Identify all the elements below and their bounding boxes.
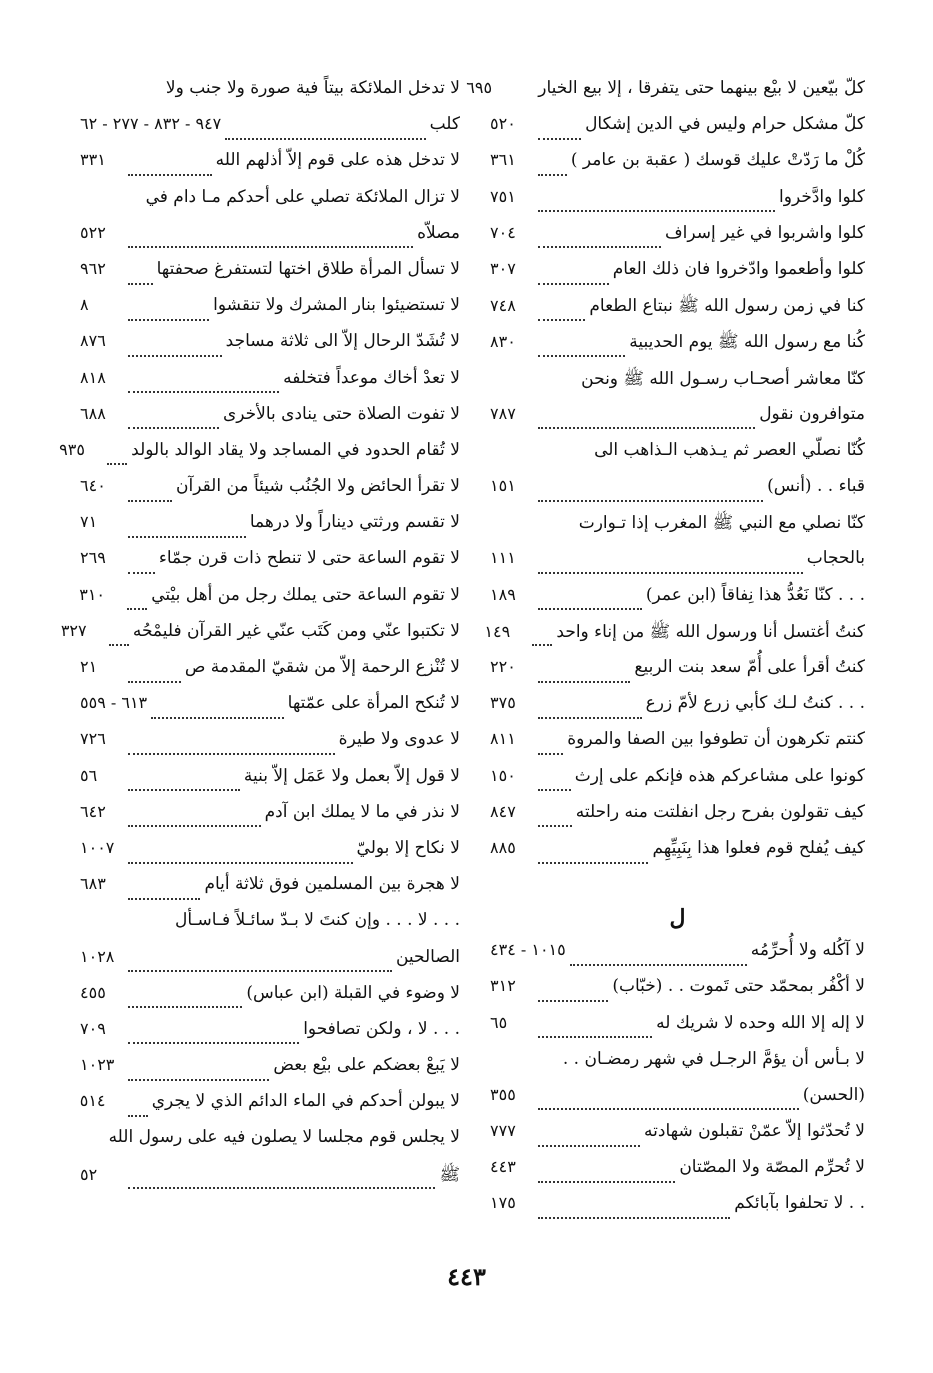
entry-page-number: ٥٦ [80,765,98,785]
index-entry [80,910,460,946]
entry-page-number: ١٥٠ [490,765,516,785]
entry-text: لا تُشَدّ الرحال إلاّ الى ثلاثة مساجد [225,331,460,352]
entry-page-number: ١٥١ [490,476,516,496]
index-entry [80,78,460,114]
leader-dots [538,999,608,1002]
index-entry [490,223,865,259]
entry-page-number: ٦٨٨ [80,403,106,423]
index-entry [490,1121,865,1157]
leader-dots [538,426,755,429]
leader-dots [538,1180,675,1183]
index-entry [490,766,865,802]
entry-text: لا يجلس قوم مجلسا لا يصلون فيه على رسول الله [108,1127,460,1148]
entry-text: كنا في زمن رسول الله ﷺ نبتاع الطعام [589,296,865,317]
index-entry [490,548,865,584]
entry-page-number: ٢٦٩ [80,548,106,568]
index-entry [490,1049,865,1085]
entry-page-number: ٣٠٧ [490,258,516,278]
entry-page-number: ٤٥٥ [80,982,106,1002]
index-entry [80,223,460,259]
index-entry [490,729,865,765]
index-entry [490,440,865,476]
entry-page-number: ٧٠٤ [490,222,516,242]
index-entry [490,1193,865,1229]
leader-dots [514,102,534,103]
leader-dots [538,607,642,610]
entry-page-number: ٧٢٦ [80,729,106,749]
leader-dots [538,1144,640,1147]
index-entry [490,114,865,150]
index-entry [490,1157,865,1193]
leader-dots [538,391,577,392]
index-entry [490,976,865,1012]
index-entry [80,766,460,802]
leader-dots [128,535,246,538]
leader-dots [107,462,127,465]
leader-dots [128,102,162,103]
index-entry [490,404,865,440]
entry-text: . . لا تحلفوا بآبائكم [734,1193,865,1214]
entry-text: كنتُ أغتسل أنا ورسول الله ﷺ من إناء واحد [556,621,865,642]
leader-dots [128,1041,299,1044]
index-entry [490,1085,865,1121]
leader-dots [538,137,581,140]
entry-page-number: ٥١٤ [79,1091,106,1111]
index-entry [80,585,460,621]
entry-text: لا تقرأ الحائض ولا الجُنُب شيئاً من القرآن [176,476,460,497]
entry-text: لا تُحدّثوا إلاّ عمّنْ تقبلون شهادته [644,1121,865,1142]
entry-text: لا تُنْزع الرحمة إلاّ من شقيّ المقدمة ص [184,657,460,677]
entry-page-number: ١٠٢٨ [80,946,115,966]
leader-dots [538,1072,559,1073]
index-column-right [466,78,865,1230]
entry-page-number: ٣١٠ [79,584,106,604]
entry-text: (الحسن) [802,1084,865,1105]
leader-dots [538,680,630,683]
entry-text: لا نذر في ما لا يملك ابن آدم [264,801,460,822]
index-entry [490,585,865,621]
entry-text: بالحجاب [806,548,865,569]
entry-text: كيف يُفلح قوم فعلوا هذا بِنَبِيِّهِم [652,837,865,858]
entry-text: متوافرون نقول [759,403,865,424]
index-entry [80,259,460,295]
entry-text: كُنّا نصلّي العصر ثم يـذهب الـذاهب الى [594,439,865,460]
entry-page-number: ٩٣٥ [59,439,85,459]
entry-text: كلّ بيّعين لا بيْع بينهما حتى يتفرقا ، إلا بيع الخيار [538,78,865,98]
index-entry [490,476,865,512]
leader-dots [128,499,172,502]
entry-text: لا تدخل هذه على قوم إلاّ أذلهم الله [215,150,460,171]
index-entry [490,802,865,838]
entry-page-number: ٧٥١ [490,186,516,206]
index-entry [490,657,865,693]
index-entry [466,78,865,114]
entry-page-number: ٣١٢ [490,976,516,996]
entry-text: لا عدوى ولا طيرة [338,729,460,750]
entry-page-number: ١٠٠٧ [80,837,115,857]
entry-page-number: ٨١٨ [80,367,106,387]
index-entry [80,150,460,186]
index-entry [80,838,460,874]
entry-page-number: ٦١٣ - ٥٥٩ [80,693,148,713]
leader-dots [538,716,642,719]
entry-text: لا تعدْ أخاك موعداً فتخلفه [283,367,460,388]
entry-text: كلّ مشكل حرام وليس في الدين إشكال [585,114,865,135]
leader-dots [538,788,571,791]
section-letter-heading: ل [669,905,686,932]
entry-page-number: ٨ [80,295,89,315]
entry-text: مصلاّه [417,222,460,243]
entry-page-number: ١٠١٥ - ٤٣٤ [490,940,566,960]
leader-dots [538,499,763,502]
index-entry [490,259,865,295]
entry-page-number: ١٤٩ [484,621,511,641]
leader-dots [532,643,552,646]
entry-text: لا أكْفُر بمحمّد حتى تَموت . . (خبّاب) [612,976,865,997]
leader-dots [128,282,153,285]
leader-dots [538,282,609,285]
entry-text: قباء . . (أنس) [767,476,865,497]
entry-page-number: ١٠٢٣ [80,1055,115,1075]
leader-dots [128,824,261,827]
entry-text: كنّا معاشر أصحـاب رسـول الله ﷺ ونحن [581,368,865,389]
index-list-la [59,78,460,1200]
leader-dots [538,536,575,537]
entry-text: لا تُقام الحدود في المساجد ولا يقاد الوالد بالولد [131,439,460,460]
section-gap [490,874,865,896]
entry-page-number: ٥٢٠ [490,114,516,134]
index-entry [80,1019,460,1055]
leader-dots [85,1151,105,1152]
leader-dots [538,1216,730,1219]
entry-text: لا تُنكح المرأة على عمّتها [287,693,460,714]
index-entry [80,512,460,548]
leader-dots [128,318,209,321]
entry-page-number: ٧١ [80,512,98,532]
entry-page-number: ٢٢٠ [490,657,516,676]
leader-dots [538,173,567,176]
leader-dots [128,752,335,755]
entry-page-number: ٨١١ [490,729,516,749]
entry-page-number: ٤٤٣ [490,1157,516,1177]
entry-text: كلوا وادَّخروا [779,186,865,207]
leader-dots [128,390,279,393]
leader-dots [128,426,219,429]
leader-dots [128,1186,435,1189]
entry-page-number: ٣٦١ [490,150,516,170]
leader-dots [225,137,425,140]
leader-dots [538,861,648,864]
entry-page-number: ٨٣٠ [490,332,516,352]
entry-text: كنتُ أقرأ على أُمّ سعد بنت الربيع [634,657,865,677]
entry-page-number: ٧٠٩ [80,1018,106,1038]
entry-page-number: ١٧٥ [490,1193,516,1213]
index-entry [80,548,460,584]
entry-text: الصالحين [395,946,460,967]
leader-dots [109,643,129,646]
entry-page-number: ٣٥٥ [490,1084,516,1104]
entry-text: لا تفوت الصلاة حتى ينادى بالأخرى [222,403,460,424]
index-entry [80,693,460,729]
entry-text: لا إله إلا الله وحده لا شريك له [656,1012,865,1033]
entry-text: كُلْ ما رَدّتْ عليك قوسك ( عقبة بن عامر ) [570,150,865,171]
index-entry [490,1013,865,1049]
index-entry [80,657,460,693]
entry-text: . . . لا ، ولكن تصافحوا [303,1018,460,1039]
index-entry [490,331,865,367]
entry-text: لا تسأل المرأة طلاق اختها لتستفرغ صحفتها [156,258,460,279]
entry-text: ﷺ [439,1164,460,1185]
leader-dots [128,173,212,176]
page-number: ٤٤٣ [447,1262,486,1291]
index-entry [80,295,460,331]
entry-page-number: ٨٤٧ [490,801,516,821]
index-entry [80,187,460,223]
leader-dots [538,752,563,755]
leader-dots [128,245,413,248]
entry-text: كُنا مع رسول الله ﷺ يوم الحديبية [629,332,865,353]
entry-page-number: ٧٤٨ [490,296,516,316]
index-entry [80,947,460,983]
index-entry [80,1127,460,1163]
entry-text: . . . لا . . . وإن كنتَ لا بـدّ سائـلاً فـاسـأل [175,910,460,931]
entry-page-number: ٩٦٢ [80,258,106,278]
entry-text: لا تستضيئوا بنار المشرك ولا تنقشوا [213,295,460,316]
leader-dots [128,897,200,900]
leader-dots [151,716,284,719]
leader-dots [128,680,181,683]
index-entry [490,512,865,548]
entry-page-number: ٦٤٢ [80,801,106,821]
entry-page-number: ١٨٩ [490,584,516,604]
leader-dots [538,463,590,464]
entry-text: كنتم تكرهون أن تطوفوا بين الصفا والمروة [567,729,865,750]
entry-text: . . . كنتُ لـك كأبي زرع لأمّ زرع [645,693,865,714]
entry-page-number: ٣٢٧ [60,620,87,640]
leader-dots [538,1035,652,1038]
index-list-lam [490,940,865,1230]
leader-dots [128,861,353,864]
entry-text: كلوا واشربوا في غير إسراف [664,222,865,243]
index-entry [490,295,865,331]
leader-dots [122,210,142,211]
entry-text: لا تقوم الساعة حتى لا تنطح ذات قرن جمّاء [158,548,460,569]
leader-dots [128,788,240,791]
entry-page-number: ٧٧٧ [490,1121,516,1141]
index-entry [80,874,460,910]
leader-dots [128,1078,269,1081]
index-column-left [59,78,460,1200]
index-entry [80,1164,460,1200]
entry-text: لا تدخل الملائكة بيتاً فية صورة ولا جنب ولا [165,78,460,98]
entry-text: كنّا نصلي مع النبي ﷺ المغرب إذا تـوارت [578,513,865,534]
leader-dots [127,607,147,610]
index-entry [80,1091,460,1127]
leader-dots [538,1107,799,1110]
entry-text: كيف تقولون بفرح رجل انفلتت منه راحلته [575,801,865,822]
entry-page-number: ٥٢ [80,1164,98,1184]
index-entry [490,150,865,186]
index-entry [490,838,865,874]
entry-text: لا تقسم ورثتي ديناراً ولا درهما [249,512,460,533]
index-entry [80,368,460,404]
leader-dots [538,354,625,357]
entry-text: لا نكاح إلا بوليّ [356,837,460,858]
leader-dots [538,318,585,321]
entry-page-number: ٦٩٥ [466,78,493,97]
entry-text: لا وضوء في القبلة (ابن عباس) [246,982,460,1003]
entry-text: لا تزال الملائكة تصلي على أحدكم مـا دام في [145,186,460,207]
index-entry [60,620,460,657]
entry-text: لا تكتبوا عنّي ومن كَتَب عنّي غير القرآن فليمْحُه [132,620,460,641]
entry-page-number: ٣٣١ [80,150,106,170]
entry-page-number: ٩٤٧ - ٨٣٢ - ٢٧٧ - ٦٢ [80,114,222,134]
entry-page-number: ٢١ [80,657,98,676]
entry-text: . . . كنّا نَعُدُّ هذا نِفاقاً (ابن عمر) [645,584,865,605]
leader-dots [128,1114,148,1117]
leader-dots [128,934,171,935]
entry-page-number: ٦٨٣ [80,874,106,894]
leader-dots [128,1005,242,1008]
index-entry [80,476,460,512]
index-list-kaf [466,78,865,874]
entry-page-number: ٣٧٥ [490,693,516,713]
index-entry [80,331,460,367]
index-entry [80,983,460,1019]
entry-page-number: ٥٢٢ [80,222,106,242]
leader-dots [538,209,775,212]
entry-text: لا قول إلاّ بعمل ولا عَمَل إلاّ بنية [243,765,460,786]
leader-dots [570,963,747,966]
leader-dots [128,354,222,357]
entry-text: لا يبولن أحدكم في الماء الدائم الذي لا يجري [151,1091,460,1112]
entry-text: كونوا على مشاعركم هذه فإنكم على إرث [574,765,865,786]
entry-page-number: ٦٤٠ [80,476,106,496]
leader-dots [128,571,155,574]
index-entry [59,439,460,476]
index-entry [490,187,865,223]
entry-text: لا آكُله ولا أُحرِّمُه [750,940,865,961]
entry-text: لا بـأس أن يؤمَّ الرجـل في شهر رمضـان . . [562,1048,865,1069]
entry-text: لا تُحرِّم المصّة ولا المصّتان [679,1157,865,1178]
index-entry [490,368,865,404]
entry-text: لا تقوم الساعة حتى يملك رجل من أهل بيْتي [151,584,460,605]
entry-page-number: ٧٨٧ [490,403,516,423]
index-entry [80,1055,460,1091]
index-entry [80,729,460,765]
index-entry [80,114,460,150]
index-entry [490,940,865,976]
entry-page-number: ١١١ [490,548,516,568]
index-entry [80,802,460,838]
entry-page-number: ٨٨٥ [490,837,516,857]
index-entry [80,404,460,440]
entry-page-number: ٨٧٦ [80,331,106,351]
index-entry [484,621,865,657]
entry-text: لا هجرة بين المسلمين فوق ثلاثة أيام [204,874,460,895]
entry-page-number: ٦٥ [490,1012,508,1032]
entry-text: كلب [429,114,460,135]
leader-dots [538,824,572,827]
leader-dots [538,571,803,574]
entry-text: لا يَبعْ بعضكم على بيْع بعض [273,1055,460,1076]
leader-dots [538,245,661,248]
entry-text: كلوا وأطعموا وادّخروا فان ذلك العام [612,258,865,279]
leader-dots [128,969,392,972]
index-entry [490,693,865,729]
